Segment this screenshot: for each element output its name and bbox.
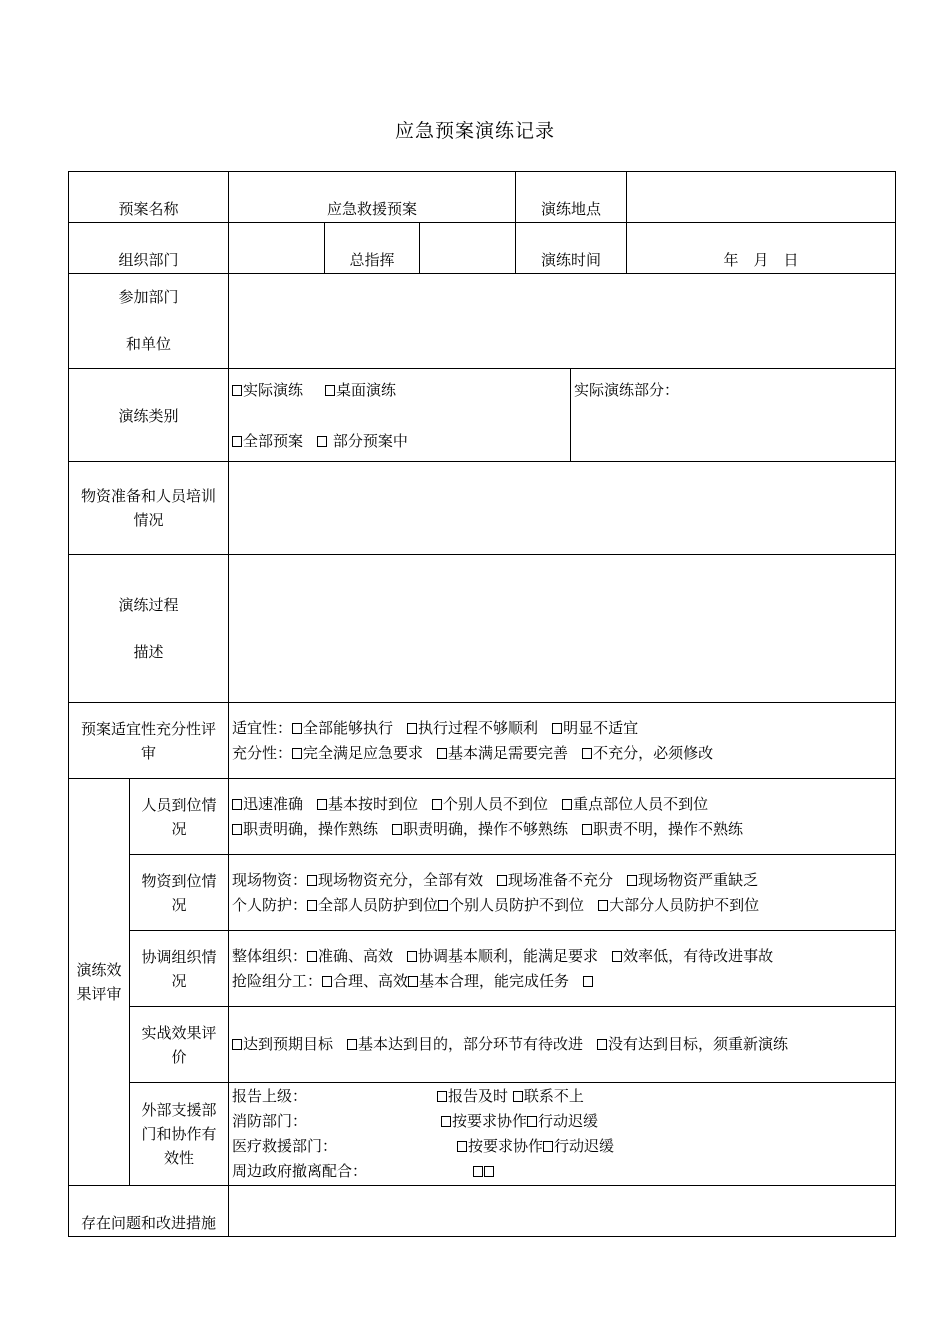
checkbox-icon (543, 1141, 553, 1152)
suit-opt1-checkbox[interactable] (292, 719, 393, 737)
coordination-options (229, 931, 896, 1007)
checkbox-icon (562, 799, 572, 810)
location-label: 演练地点 (516, 172, 627, 223)
staff-opt4-checkbox[interactable] (562, 795, 708, 813)
actual-drill-checkbox[interactable] (232, 381, 303, 399)
external-label (130, 1083, 229, 1186)
gov-evacuation-label: 周边政府撤离配合： (232, 1162, 368, 1180)
rescue-division-prefix: 抢险组分工： (232, 971, 323, 990)
staff-opt3-checkbox[interactable] (432, 795, 548, 813)
participants-value[interactable] (229, 274, 896, 369)
report-opt1-label: 报告及时 (448, 1087, 509, 1105)
staff-opt5-checkbox[interactable] (232, 820, 378, 838)
drill-type-label: 演练类别 (69, 369, 229, 462)
report-opt2-checkbox[interactable] (513, 1087, 584, 1105)
checkbox-icon (408, 976, 418, 987)
participants-label-line1: 参加部门 (118, 288, 179, 306)
staff-label-line2: 况 (171, 819, 187, 838)
prot-opt1-checkbox[interactable] (307, 896, 438, 914)
external-label-line2: 门和协作有 (141, 1125, 217, 1143)
row-effect-coordination (69, 931, 896, 1007)
issues-value[interactable] (229, 1186, 896, 1237)
material-label (130, 855, 229, 931)
checkbox-icon (307, 951, 317, 962)
combat-opt2-checkbox[interactable] (347, 1035, 583, 1053)
checkbox-icon (407, 723, 417, 734)
checkbox-icon (497, 875, 507, 886)
checkbox-icon (307, 900, 317, 911)
checkbox-icon (317, 436, 327, 447)
site-opt1-label: 现场物资充分，全部有效 (318, 870, 484, 889)
effect-review-label-line1: 演练效 (76, 961, 122, 979)
staff-opt5-label: 职责明确，操作熟练 (243, 819, 379, 838)
material-label-line2: 况 (171, 895, 187, 914)
staff-opt1-label: 迅速准确 (243, 794, 304, 813)
site-opt1-checkbox[interactable] (307, 871, 483, 889)
checkbox-icon (322, 976, 332, 987)
row-plan-name (69, 172, 896, 223)
row-effect-staff (69, 779, 896, 855)
participants-label (69, 274, 229, 369)
combat-opt1-label: 达到预期目标 (243, 1035, 334, 1053)
plan-name-label: 预案名称 (69, 172, 229, 223)
checkbox-icon (437, 1091, 447, 1102)
report-label: 报告上级： (232, 1087, 308, 1105)
preparation-label-line1: 物资准备和人员培训 (81, 487, 217, 505)
process-label-line1: 演练过程 (118, 595, 179, 614)
staff-opt7-label: 职责不明，操作不熟练 (593, 819, 744, 838)
prot-opt3-checkbox[interactable] (598, 896, 759, 914)
overall-opt2-label: 协调基本顺利，能满足要求 (418, 946, 599, 965)
medical-dept-label: 医疗救援部门： (232, 1137, 338, 1155)
preparation-value[interactable] (229, 462, 896, 555)
effect-review-label (69, 779, 130, 1186)
checkbox-icon (441, 1116, 451, 1127)
staff-opt2-label: 基本按时到位 (328, 794, 419, 813)
staff-label (130, 779, 229, 855)
checkbox-icon (307, 875, 317, 886)
checkbox-icon (527, 1116, 537, 1127)
adeq-opt1-label: 完全满足应急要求 (303, 743, 424, 762)
fire-dept-label: 消防部门： (232, 1112, 308, 1130)
process-label-line2: 描述 (133, 642, 164, 661)
combat-options (229, 1007, 896, 1083)
time-value[interactable]: 年 月 日 (627, 223, 896, 274)
protection-prefix: 个人防护： (232, 895, 308, 914)
participants-label-line2: 和单位 (126, 335, 172, 353)
suit-opt1-label: 全部能够执行 (303, 718, 394, 737)
row-preparation (69, 462, 896, 555)
row-effect-external (69, 1083, 896, 1186)
row-effect-combat (69, 1007, 896, 1083)
medical-opt1-checkbox[interactable] (457, 1137, 543, 1155)
time-label: 演练时间 (516, 223, 627, 274)
external-label-line3: 效性 (164, 1149, 195, 1167)
overall-opt1-checkbox[interactable] (307, 947, 393, 965)
overall-opt2-checkbox[interactable] (407, 947, 598, 965)
suit-opt3-checkbox[interactable] (552, 719, 638, 737)
checkbox-icon (457, 1141, 467, 1152)
combat-opt2-label: 基本达到目的，部分环节有待改进 (358, 1035, 584, 1053)
checkbox-icon (325, 385, 335, 396)
combat-opt1-checkbox[interactable] (232, 1035, 333, 1053)
site-opt2-checkbox[interactable] (497, 871, 613, 889)
coordination-label (130, 931, 229, 1007)
prot-opt2-label: 个别人员防护不到位 (449, 895, 585, 914)
prot-opt1-label: 全部人员防护到位 (318, 895, 439, 914)
dept-value[interactable] (229, 223, 325, 274)
overall-opt3-checkbox[interactable] (612, 947, 773, 965)
adeq-opt3-checkbox[interactable] (582, 744, 713, 762)
location-value[interactable] (627, 172, 896, 223)
actual-part-label: 实际演练部分： (574, 381, 680, 399)
checkbox-icon (627, 875, 637, 886)
fire-opt1-label: 按要求协作 (452, 1112, 528, 1130)
medical-opt2-label: 行动迟缓 (554, 1137, 615, 1155)
drill-type-options (229, 369, 571, 462)
preparation-label (69, 462, 229, 555)
adeq-opt2-label: 基本满足需要完善 (448, 743, 569, 762)
medical-opt2-checkbox[interactable] (543, 1137, 614, 1155)
full-plan-label: 全部预案 (243, 432, 304, 450)
commander-label: 总指挥 (325, 223, 420, 274)
staff-opt7-checkbox[interactable] (582, 820, 743, 838)
checkbox-icon (583, 976, 593, 987)
material-label-line1: 物资到位情 (141, 871, 217, 890)
checkbox-icon (232, 1039, 242, 1050)
rescue-opt2-checkbox[interactable] (408, 972, 569, 990)
checkbox-icon (612, 951, 622, 962)
page-title: 应急预案演练记录 (394, 120, 555, 142)
coordination-label-line1: 协调组织情 (141, 947, 217, 966)
actual-part-cell[interactable] (571, 369, 896, 462)
desktop-drill-checkbox[interactable] (325, 381, 396, 399)
suitability-label-line1: 预案适宜性充分性评 (81, 719, 217, 738)
rescue-opt1-checkbox[interactable] (322, 972, 408, 990)
rescue-opt3-checkbox[interactable] (583, 972, 594, 990)
staff-opt4-label: 重点部位人员不到位 (573, 794, 709, 813)
row-drill-type (69, 369, 896, 462)
staff-label-line1: 人员到位情 (141, 795, 217, 814)
suit-opt3-label: 明显不适宜 (563, 718, 639, 737)
suitability-label-line2: 审 (141, 743, 157, 762)
effect-review-label-line2: 果评审 (76, 985, 122, 1003)
combat-label (130, 1007, 229, 1083)
partial-plan-checkbox[interactable] (317, 432, 408, 450)
staff-opt2-checkbox[interactable] (317, 795, 418, 813)
combat-opt3-checkbox[interactable] (597, 1035, 788, 1053)
drill-record-form (68, 171, 896, 1237)
combat-label-line2: 价 (171, 1047, 187, 1066)
checkbox-icon (292, 723, 302, 734)
gov-opt2-checkbox[interactable] (484, 1162, 495, 1180)
fire-opt2-label: 行动迟缓 (538, 1112, 599, 1130)
issues-label: 存在问题和改进措施 (69, 1186, 229, 1237)
adequacy-prefix: 充分性： (232, 743, 293, 762)
adeq-opt2-checkbox[interactable] (437, 744, 568, 762)
fire-opt2-checkbox[interactable] (527, 1112, 598, 1130)
checkbox-icon (292, 748, 302, 759)
rescue-opt2-label: 基本合理，能完成任务 (419, 971, 570, 990)
checkbox-icon (432, 799, 442, 810)
report-opt1-checkbox[interactable] (437, 1087, 508, 1105)
combat-opt3-label: 没有达到目标，须重新演练 (608, 1035, 789, 1053)
checkbox-icon (232, 385, 242, 396)
suitability-label (69, 703, 229, 779)
site-material-prefix: 现场物资： (232, 870, 308, 889)
prot-opt3-label: 大部分人员防护不到位 (609, 895, 760, 914)
suit-opt2-checkbox[interactable] (407, 719, 538, 737)
medical-opt1-label: 按要求协作 (468, 1137, 544, 1155)
row-suitability (69, 703, 896, 779)
full-plan-checkbox[interactable] (232, 432, 303, 450)
commander-value[interactable] (420, 223, 516, 274)
actual-drill-label: 实际演练 (243, 381, 304, 399)
checkbox-icon (484, 1166, 494, 1177)
adeq-opt3-label: 不充分，必须修改 (593, 743, 714, 762)
checkbox-icon (232, 436, 242, 447)
plan-name-value[interactable]: 应急救援预案 (229, 172, 516, 223)
overall-opt1-label: 准确、高效 (318, 946, 394, 965)
checkbox-icon (513, 1091, 523, 1102)
suitability-prefix: 适宜性： (232, 718, 293, 737)
overall-opt3-label: 效率低，有待改进事故 (623, 946, 774, 965)
row-participants (69, 274, 896, 369)
report-opt2-label: 联系不上 (523, 1087, 584, 1105)
checkbox-icon (552, 723, 562, 734)
checkbox-icon (437, 748, 447, 759)
gov-opt1-checkbox[interactable] (473, 1162, 484, 1180)
material-options (229, 855, 896, 931)
row-organizer (69, 223, 896, 274)
row-issues (69, 1186, 896, 1237)
checkbox-icon (392, 824, 402, 835)
rescue-opt1-label: 合理、高效 (333, 971, 409, 990)
preparation-label-line2: 情况 (133, 511, 164, 529)
checkbox-icon (232, 824, 242, 835)
checkbox-icon (598, 900, 608, 911)
staff-options (229, 779, 896, 855)
combat-label-line1: 实战效果评 (141, 1023, 217, 1042)
suit-opt2-label: 执行过程不够顺利 (418, 718, 539, 737)
process-value[interactable] (229, 555, 896, 703)
adeq-opt1-checkbox[interactable] (292, 744, 423, 762)
site-opt2-label: 现场准备不充分 (508, 870, 614, 889)
staff-opt6-label: 职责明确，操作不够熟练 (403, 819, 569, 838)
checkbox-icon (597, 1039, 607, 1050)
checkbox-icon (473, 1166, 483, 1177)
site-opt3-label: 现场物资严重缺乏 (638, 870, 759, 889)
desktop-drill-label: 桌面演练 (336, 381, 397, 399)
row-process (69, 555, 896, 703)
checkbox-icon (407, 951, 417, 962)
checkbox-icon (347, 1039, 357, 1050)
external-options (229, 1083, 896, 1186)
staff-opt1-checkbox[interactable] (232, 795, 303, 813)
coordination-label-line2: 况 (171, 971, 187, 990)
row-effect-material (69, 855, 896, 931)
fire-opt1-checkbox[interactable] (441, 1112, 527, 1130)
checkbox-icon (438, 900, 448, 911)
checkbox-icon (317, 799, 327, 810)
checkbox-icon (582, 824, 592, 835)
suitability-options (229, 703, 896, 779)
checkbox-icon (232, 799, 242, 810)
checkbox-icon (582, 748, 592, 759)
dept-label: 组织部门 (69, 223, 229, 274)
staff-opt6-checkbox[interactable] (392, 820, 568, 838)
overall-org-prefix: 整体组织： (232, 946, 308, 965)
staff-opt3-label: 个别人员不到位 (443, 794, 549, 813)
external-label-line1: 外部支援部 (141, 1101, 217, 1119)
partial-plan-label: 部分预案中 (332, 432, 408, 450)
process-label (69, 555, 229, 703)
site-opt3-checkbox[interactable] (627, 871, 758, 889)
prot-opt2-checkbox[interactable] (438, 896, 584, 914)
